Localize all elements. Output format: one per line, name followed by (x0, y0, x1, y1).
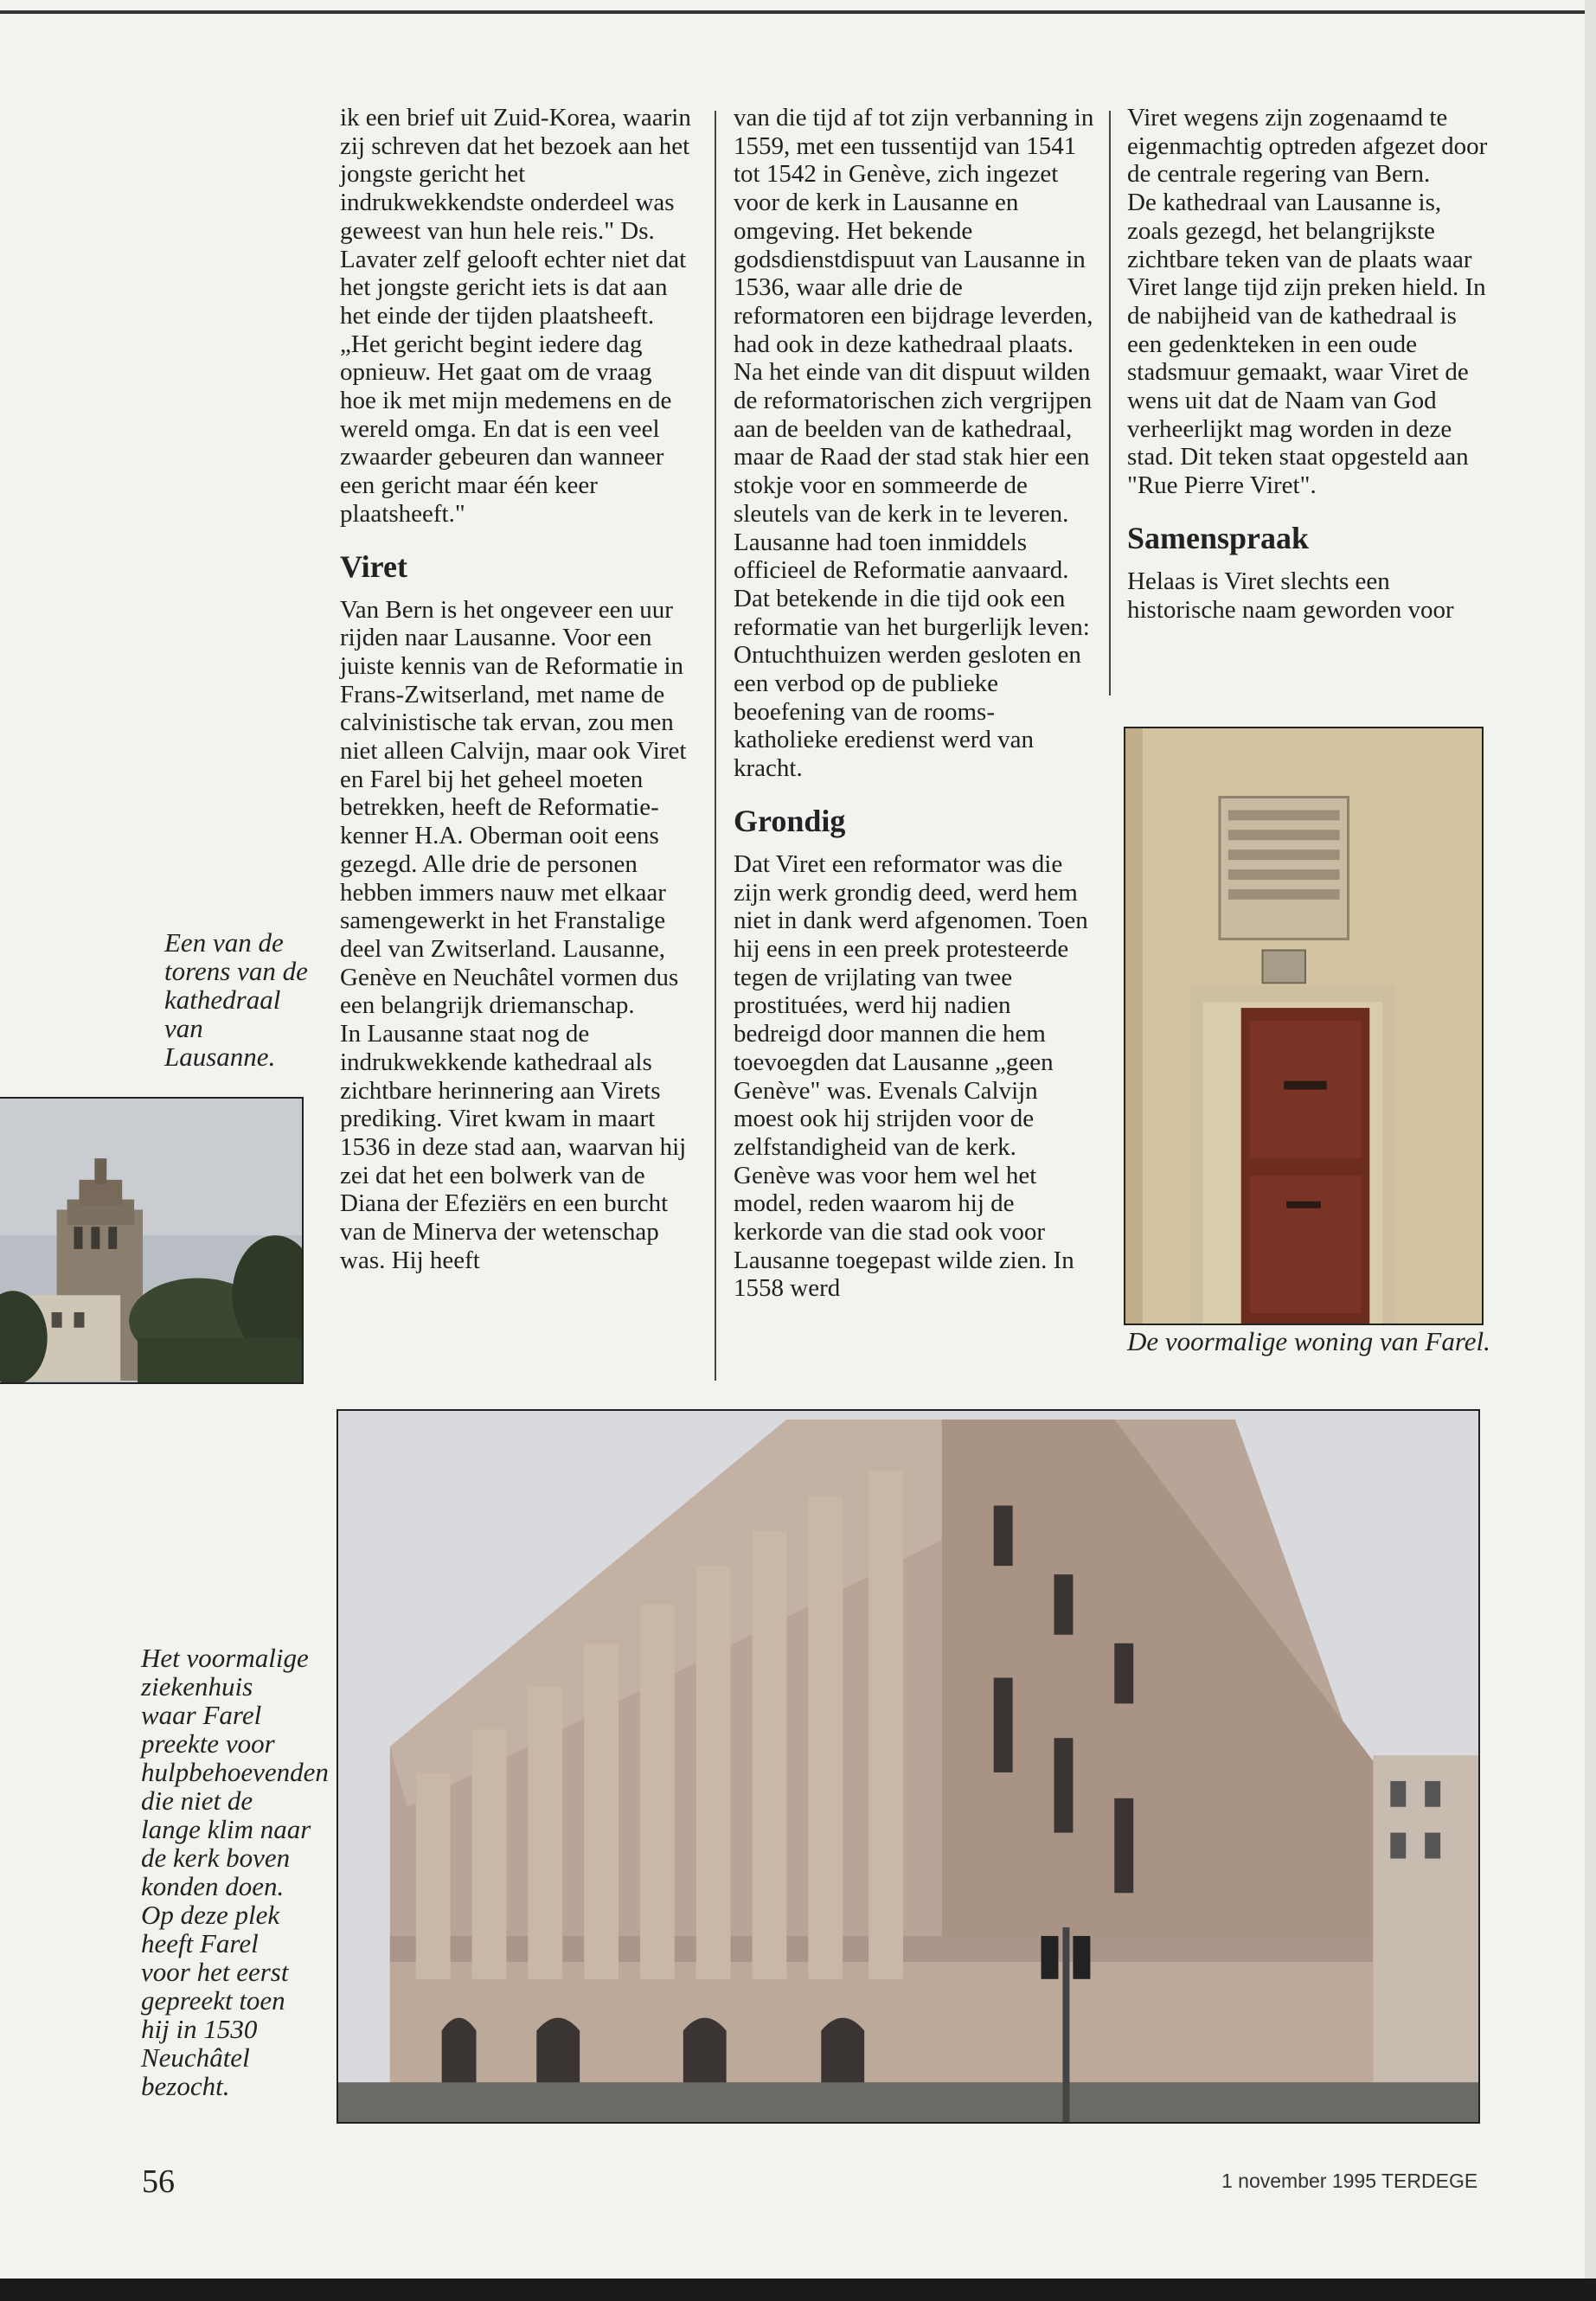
farel-house-caption: De voormalige woning van Farel. (1127, 1326, 1490, 1356)
page-number: 56 (142, 2163, 175, 2200)
column-divider (715, 111, 716, 1381)
paragraph: Dat Viret een reformator was die zijn werk grondig deed, werd hem niet in dank werd afgenomen. Toen hij eens in een preek protesteerde tegen de vrijlating van twee prostituées, werd hij nadien bedreigd door mannen die hem toevoegden dat Lausanne „geen Genève" was. Evenals Calvijn moest ook hij strijden voor de zelfstandigheid van de kerk. Genève was voor hem wel het model, reden waarom hij de kerkorde van die stad ook voor Lausanne toegepast wilde zien. In 1558 werd (734, 849, 1088, 1303)
paragraph: ik een brief uit Zuid-Korea, waarin zij schreven dat het bezoek aan het jongste gericht het indrukwekkendste onderdeel was geweest van hun hele reis." Ds. Lavater zelf gelooft echter niet dat het jongste gericht iets is dat aan het einde der tijden plaatsheeft. „Het gericht begint iedere dag opnieuw. Het gaat om de vraag hoe ik met mijn medemens en de wereld omga. En dat is een veel zwaarder gebeuren dan wanneer een gericht maar één keer plaatsheeft." (340, 104, 691, 528)
section-heading-viret: Viret (340, 548, 407, 584)
former-hospital-photo (337, 1409, 1480, 2124)
paragraph: In Lausanne staat nog de indrukwekkende kathedraal als zichtbare herinnering aan Virets prediking. Viret kwam in maart 1536 in deze stad aan, waarvan hij zei dat het een bolwerk van de Diana der Efeziërs en een burcht van de Minerva der wetenschap was. Hij heeft (340, 1020, 687, 1274)
column-divider (1109, 111, 1111, 695)
paragraph: Viret wegens zijn zogenaamd te eigenmachtig optreden afgezet door de centrale regering van Bern. (1127, 104, 1488, 189)
cathedral-caption: Een van de torens van de kathedraal van Lausanne. (164, 927, 308, 1072)
issue-label: 1 november 1995 TERDEGE (1221, 2170, 1478, 2192)
article-column-1 (340, 104, 693, 1274)
top-rule (0, 10, 1596, 14)
bottom-bar (0, 2279, 1596, 2301)
paragraph: Helaas is Viret slechts een historische naam geworden voor (1127, 567, 1454, 624)
hospital-caption: Het voormalige ziekenhuis waar Farel preekte voor hulpbehoevenden die niet de lange klim naar de kerk boven konden doen. Op deze plek heeft Farel voor het eerst gepreekt toen hij in 1530 Neuchâtel bezocht. (141, 1643, 329, 2101)
farel-house-photo (1124, 727, 1484, 1325)
cathedral-tower-photo (0, 1097, 304, 1384)
section-heading-grondig: Grondig (734, 803, 846, 838)
paragraph: De kathedraal van Lausanne is, zoals gezegd, het belangrijkste zichtbare teken van de plaats waar Viret lange tijd zijn preken hield. In de nabijheid van de kathedraal is een gedenkteken in een oude stadsmuur gemaakt, waar Viret de wens uit dat de Naam van God verheerlijkt mag worden in deze stad. Dit teken staat opgesteld aan "Rue Pierre Viret". (1127, 189, 1486, 500)
paragraph: van die tijd af tot zijn verbanning in 1559, met een tussentijd van 1541 tot 1542 in Genève, zich ingezet voor de kerk in Lausanne en omgeving. Het bekende godsdienstdispuut van Lausanne in 1536, waar alle drie de reformatoren een bijdrage leverden, had ook in deze kathedraal plaats. (734, 104, 1094, 358)
page-edge (1585, 0, 1596, 2301)
paragraph: Van Bern is het ongeveer een uur rijden naar Lausanne. Voor een juiste kennis van de Reformatie in Frans-Zwitserland, met name de calvinistische tak ervan, zou men niet alleen Calvijn, maar ook Viret en Farel bij het geheel moeten betrekken, heeft de Reformatie-kenner H.A. Oberman ooit eens gezegd. Alle drie de personen hebben immers nauw met elkaar samengewerkt in het Franstalige deel van Zwitserland. Lausanne, Genève en Neuchâtel vormen dus een belangrijk driemanschap. (340, 595, 687, 1020)
section-heading-samenspraak: Samenspraak (1127, 520, 1310, 555)
article-column-2 (734, 104, 1097, 1303)
article-column-3 (1127, 104, 1490, 624)
paragraph: Na het einde van dit dispuut wilden de reformatorischen zich vergrijpen aan de beelden van de kathedraal, maar de Raad der stad stak hier een stokje voor en sommeerde de sleutels van de kerk in te leveren. Lausanne had toen inmiddels officieel de Reformatie aanvaard. Dat betekende in die tijd ook een reformatie van het burgerlijk leven: Ontuchthuizen werden gesloten en een verbod op de publieke beoefening van de rooms-katholieke eredienst werd van kracht. (734, 358, 1093, 783)
